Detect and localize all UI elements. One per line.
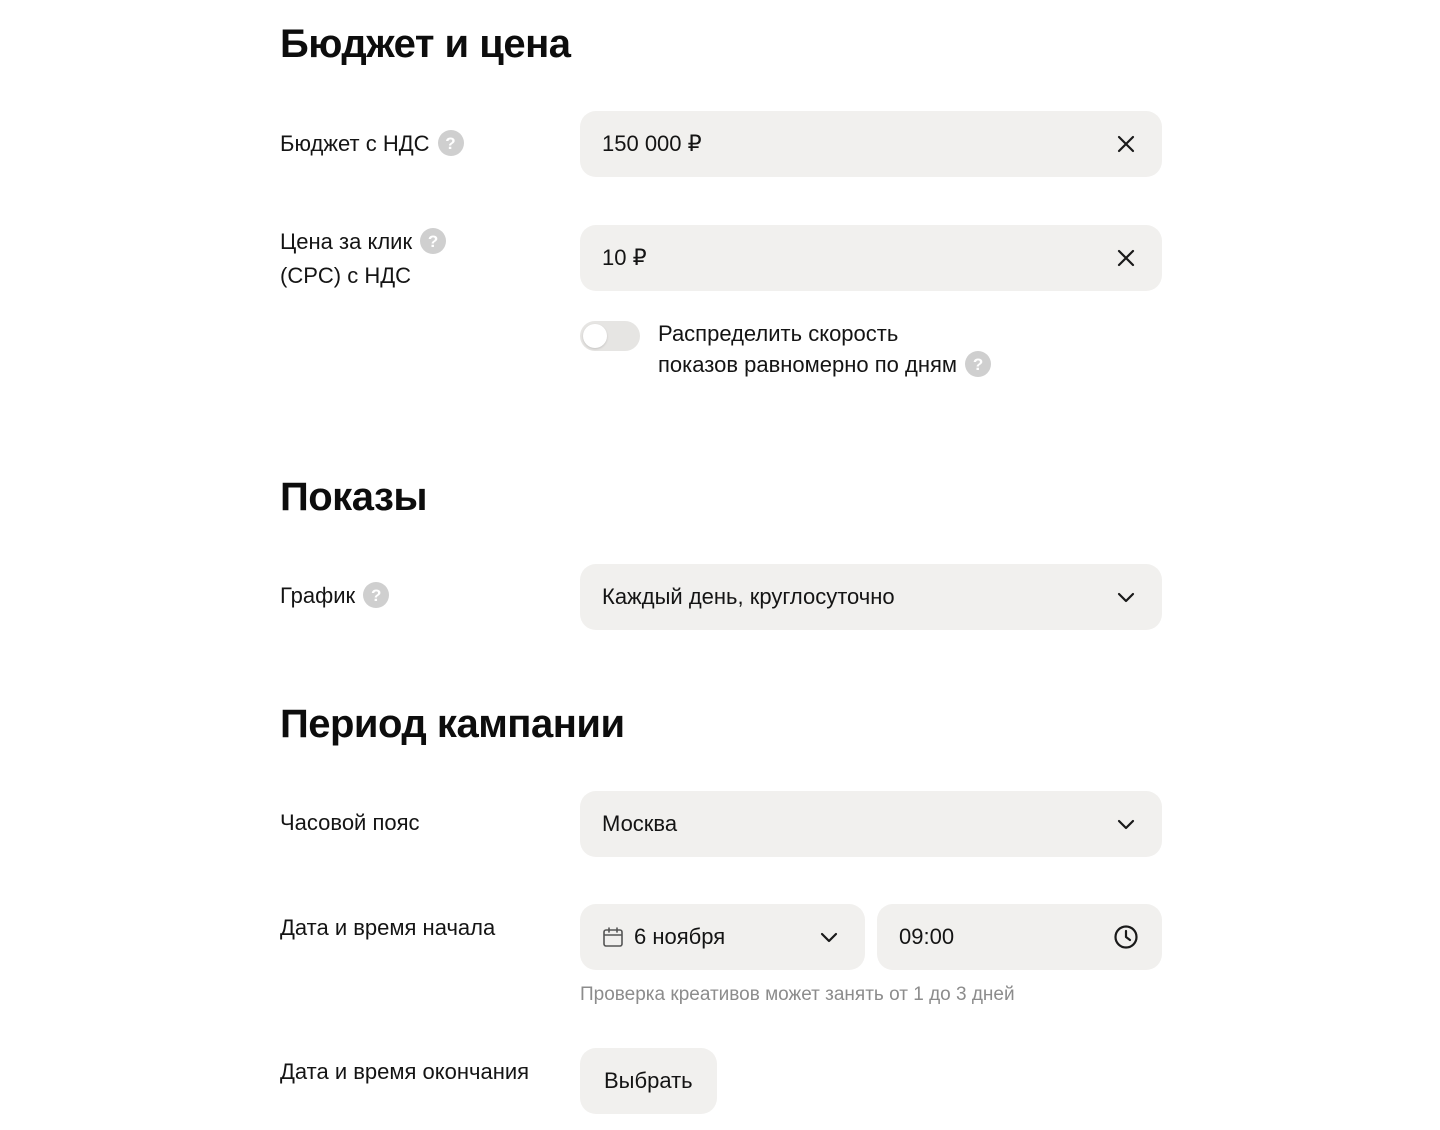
start-hint: Проверка креативов может занять от 1 до 3 дней [580, 984, 1015, 1005]
timezone-label: Часовой пояс [280, 810, 420, 835]
section-title-period: Период кампании [280, 702, 625, 746]
close-icon[interactable] [1112, 130, 1140, 158]
cpc-value[interactable]: 10 ₽ [602, 245, 647, 270]
even-delivery-label [658, 318, 991, 380]
budget-value[interactable]: 150 000 ₽ [602, 131, 702, 156]
help-icon[interactable]: ? [965, 351, 991, 377]
help-icon[interactable]: ? [363, 582, 389, 608]
section-title-budget: Бюджет и цена [280, 22, 571, 66]
chevron-down-icon[interactable] [1112, 583, 1140, 611]
cpc-label-line1: Цена за клик ? [280, 225, 446, 259]
calendar-icon [602, 926, 624, 948]
section-title-shows: Показы [280, 475, 427, 519]
timezone-value[interactable]: Москва [602, 811, 678, 836]
help-icon[interactable]: ? [420, 228, 446, 254]
budget-label [280, 127, 464, 161]
even-delivery-line2: показов равномерно по дням ? [658, 349, 991, 380]
select-end-button[interactable]: Выбрать [580, 1048, 717, 1114]
close-icon[interactable] [1112, 244, 1140, 272]
cpc-label-line2: (CPC) с НДС [280, 263, 412, 288]
chevron-down-icon[interactable] [815, 923, 843, 951]
schedule-label [280, 579, 389, 613]
schedule-value[interactable]: Каждый день, круглосуточно [602, 584, 895, 609]
cpc-label [280, 225, 446, 293]
even-delivery-toggle[interactable] [580, 321, 640, 351]
toggle-knob [583, 324, 607, 348]
schedule-select[interactable] [580, 564, 1162, 630]
cpc-input[interactable] [580, 225, 1162, 291]
start-date-select[interactable] [580, 904, 865, 970]
start-time-input[interactable] [877, 904, 1162, 970]
start-time-value[interactable]: 09:00 [899, 924, 955, 949]
even-delivery-line1: Распределить скорость [658, 321, 899, 346]
budget-label-text: Бюджет с НДС [280, 131, 430, 156]
end-label: Дата и время окончания [280, 1059, 530, 1084]
help-icon[interactable]: ? [438, 130, 464, 156]
budget-input[interactable] [580, 111, 1162, 177]
clock-icon[interactable] [1112, 923, 1140, 951]
schedule-label-text: График [280, 583, 356, 608]
start-label: Дата и время начала [280, 915, 496, 940]
timezone-select[interactable] [580, 791, 1162, 857]
chevron-down-icon[interactable] [1112, 810, 1140, 838]
start-date-value[interactable]: 6 ноября [634, 924, 726, 949]
